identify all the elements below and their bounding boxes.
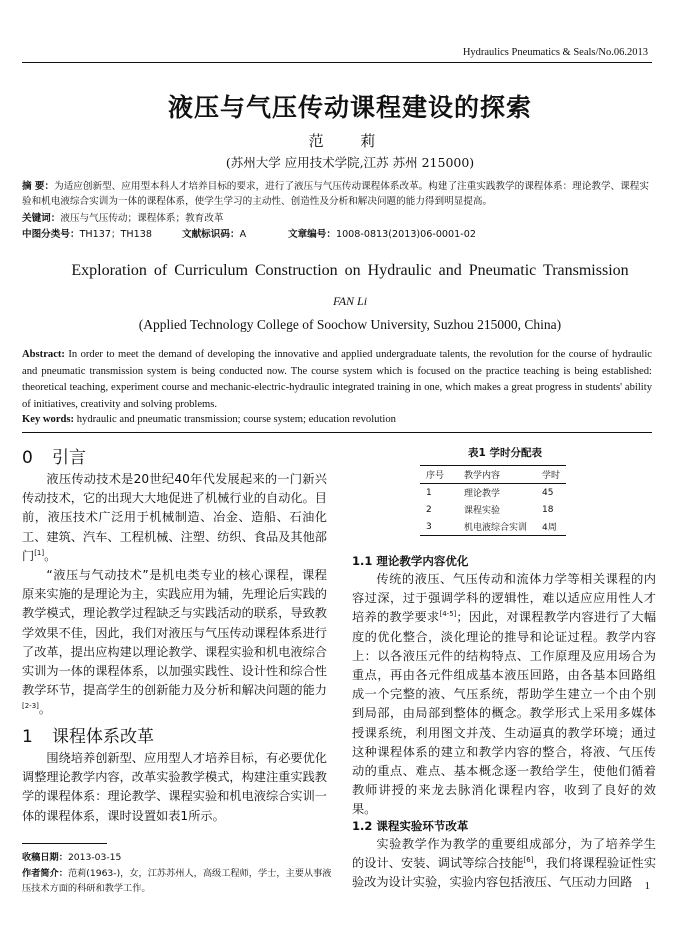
- affiliation-cn: (苏州大学 应用技术学院,江苏 苏州 215000): [225, 155, 475, 170]
- clc-label: 中图分类号：: [22, 229, 80, 240]
- clc-value: TH137；TH138: [79, 229, 152, 240]
- table-header-cell: 序号: [426, 471, 445, 481]
- section-0-body: [22, 470, 327, 720]
- section-1-1-body: [352, 570, 656, 820]
- keywords-cn-label: 关键词：: [22, 213, 61, 224]
- keywords-en: [22, 414, 396, 425]
- table-header-cell: 教学内容: [464, 471, 501, 481]
- abstract-cn: [22, 179, 654, 209]
- article-number-value: 1008-0813(2013)06-0001-02: [335, 229, 476, 240]
- table-header-cell: 学时: [542, 471, 561, 481]
- table-cell: 18: [542, 504, 554, 515]
- author-bio: 范莉(1963-)，女，江苏苏州人，高级工程师，学士，主要从事液压技术方面的科研和教学工作。: [22, 868, 332, 894]
- classification-cn: [22, 227, 152, 242]
- table-cell: 45: [542, 487, 554, 498]
- section-0-paragraph-1: 液压传动技术是20世纪40年代发展起来的一门新兴传动技术，它的出现大大地促进了机械行业的自动化。目前，液压技术广泛用于机械制造、冶金、造船、石油化工、建筑、汽车、工程机械、注塑、纺织、食品及其他部门[1]。: [22, 472, 327, 563]
- keywords-en-label: Key words:: [22, 414, 75, 425]
- doc-code-label: 文献标识码：: [182, 229, 240, 240]
- table-cell: 4周: [542, 523, 557, 533]
- received-label: 收稿日期：: [22, 852, 68, 863]
- table-header-row: [420, 466, 566, 484]
- table-1-title: 表1 学时分配表: [468, 447, 542, 459]
- section-1-2-paragraph-1: 实验教学作为教学的重要组成部分，为了培养学生的设计、安装、调试等综合技能[6]，我们将课程验证性实验改为设计实验，实验内容包括液压、气压动力回路: [352, 837, 657, 890]
- table-cell: 2: [426, 504, 432, 515]
- section-1-paragraph-1: 围绕培养创新型、应用型人才培养目标，有必要优化调整理论教学内容，改革实验教学模式，构建注重实践教学的课程体系：理论教学、课程实验和机电液综合实训一体的课程体系，课时设置如表1所示。: [22, 751, 327, 823]
- header-rule: [22, 62, 652, 63]
- keywords-en-text: hydraulic and pneumatic transmission; course system; education revolution: [74, 414, 396, 425]
- section-1-title: 课程体系改革: [52, 727, 154, 747]
- footnote-received: [22, 850, 332, 865]
- table-cell: 课程实验: [464, 506, 501, 516]
- citation: [4-5]: [439, 610, 457, 619]
- author-bio-label: 作者简介：: [22, 868, 68, 879]
- section-0-number: 0: [22, 448, 33, 468]
- section-1-1-paragraph-1: 传统的液压、气压传动和流体力学等相关课程的内容过深，过于强调学科的逻辑性，难以适应应用性人才培养的教学要求[4-5]；因此，对课程教学内容进行了大幅度的优化整合，淡化理论的推导和论证过程。教学内容上：以各液压元件的结构特点、工作原理及应用场合为重点，再由各元件组成基本液压回路，由各基本回路组成一个完整的液、气压系统，帮助学生建立一个由个别到局部，由局部到整体的概念。教学形式上采用多媒体授课系统，利用图文并茂、生动逼真的教学环境；通过这种课程体系的建立和教学内容的整合，将液、气压传动的重点、难点、基本概念逐一教给学生，使他们循着教师讲授的来龙去脉消化课程内容，收到了良好的效果。: [352, 572, 657, 817]
- table-cell: 1: [426, 487, 432, 498]
- table-cell: 3: [426, 521, 432, 532]
- doc-code-value: A: [239, 229, 247, 240]
- doc-code-cn: [182, 227, 246, 242]
- section-1-1-heading: 1.1 理论教学内容优化: [352, 554, 469, 568]
- keywords-cn: [22, 211, 223, 226]
- abstract-en-text: In order to meet the demand of developing the innovative and applied undergraduate talents, the revolution for the course of hydraulic and pneumatic transmission system is being conducted now. The course system which is focused on the practice teaching is being established: theoretical teaching, experiment course and mechanic-electric-hydraulic integrated training in one, which makes a great progress in students' ability of initiatives, creativity and solving problems.: [22, 349, 652, 410]
- abstract-cn-label: 摘 要：: [22, 181, 55, 192]
- section-1-body: [22, 749, 327, 826]
- author-en: FAN Li: [332, 294, 368, 308]
- section-1-number: 1: [22, 727, 33, 747]
- paper-title-cn: 液压与气压传动课程建设的探索: [167, 93, 532, 122]
- citation: [2-3]: [22, 702, 39, 711]
- journal-header: Hydraulics Pneumatics & Seals/No.06.2013: [462, 47, 648, 58]
- section-0-paragraph-2: “液压与气动技术”是机电类专业的核心课程，课程原来实施的是理论为主，实践应用为辅，先理论后实践的教学模式，理论教学过程缺乏与实践活动的联系，导致教学效果不佳，因此，我们对液压与气压传动课程体系进行了改革，提出应构建以理论教学、课程实验和机电液综合实训为一体的课程体系，以加强实践性、设计性和综合性教学环节，提高学生的创新能力及分析和解决问题的能力[2-3]。: [22, 568, 327, 717]
- received-date: 2013-03-15: [67, 852, 122, 863]
- table-cell: 理论教学: [464, 489, 501, 499]
- keywords-cn-text: 液压与气压传动；课程体系；教育改革: [60, 213, 224, 224]
- table-cell: 机电液综合实训: [464, 523, 528, 533]
- page-number: 1: [644, 880, 650, 892]
- paper-title-en: Exploration of Curriculum Construction on Hydraulic and Pneumatic Transmission: [71, 262, 629, 279]
- affiliation-en: (Applied Technology College of Soochow University, Suzhou 215000, China): [138, 317, 562, 332]
- section-0-heading: [22, 443, 86, 468]
- article-number-label: 文章编号：: [288, 229, 336, 240]
- table-row: [420, 501, 566, 518]
- abstract-en: [22, 347, 652, 413]
- table-row: [420, 484, 566, 502]
- table-1: [420, 465, 566, 536]
- citation: [6]: [523, 856, 534, 865]
- footnote-rule: [22, 843, 107, 844]
- abstract-en-label: Abstract:: [22, 349, 65, 360]
- section-1-2-heading: 1.2 课程实验环节改革: [352, 819, 469, 833]
- abstract-cn-text: 为适应创新型、应用型本科人才培养目标的要求，进行了液压与气压传动课程体系改革。构建了注重实践教学的课程体系：理论教学、课程实验和机电液综合实训为一体的课程体系，使学生学习的主动性、创造性及分析和解决问题的能力得到明显提高。: [22, 181, 649, 207]
- author-cn: 范 莉: [308, 132, 392, 150]
- abstract-rule: [22, 432, 652, 433]
- citation: [1]: [34, 548, 45, 557]
- table-row: [420, 518, 566, 536]
- section-0-title: 引言: [52, 448, 86, 468]
- article-number-cn: [288, 227, 476, 242]
- section-1-heading: [22, 722, 154, 747]
